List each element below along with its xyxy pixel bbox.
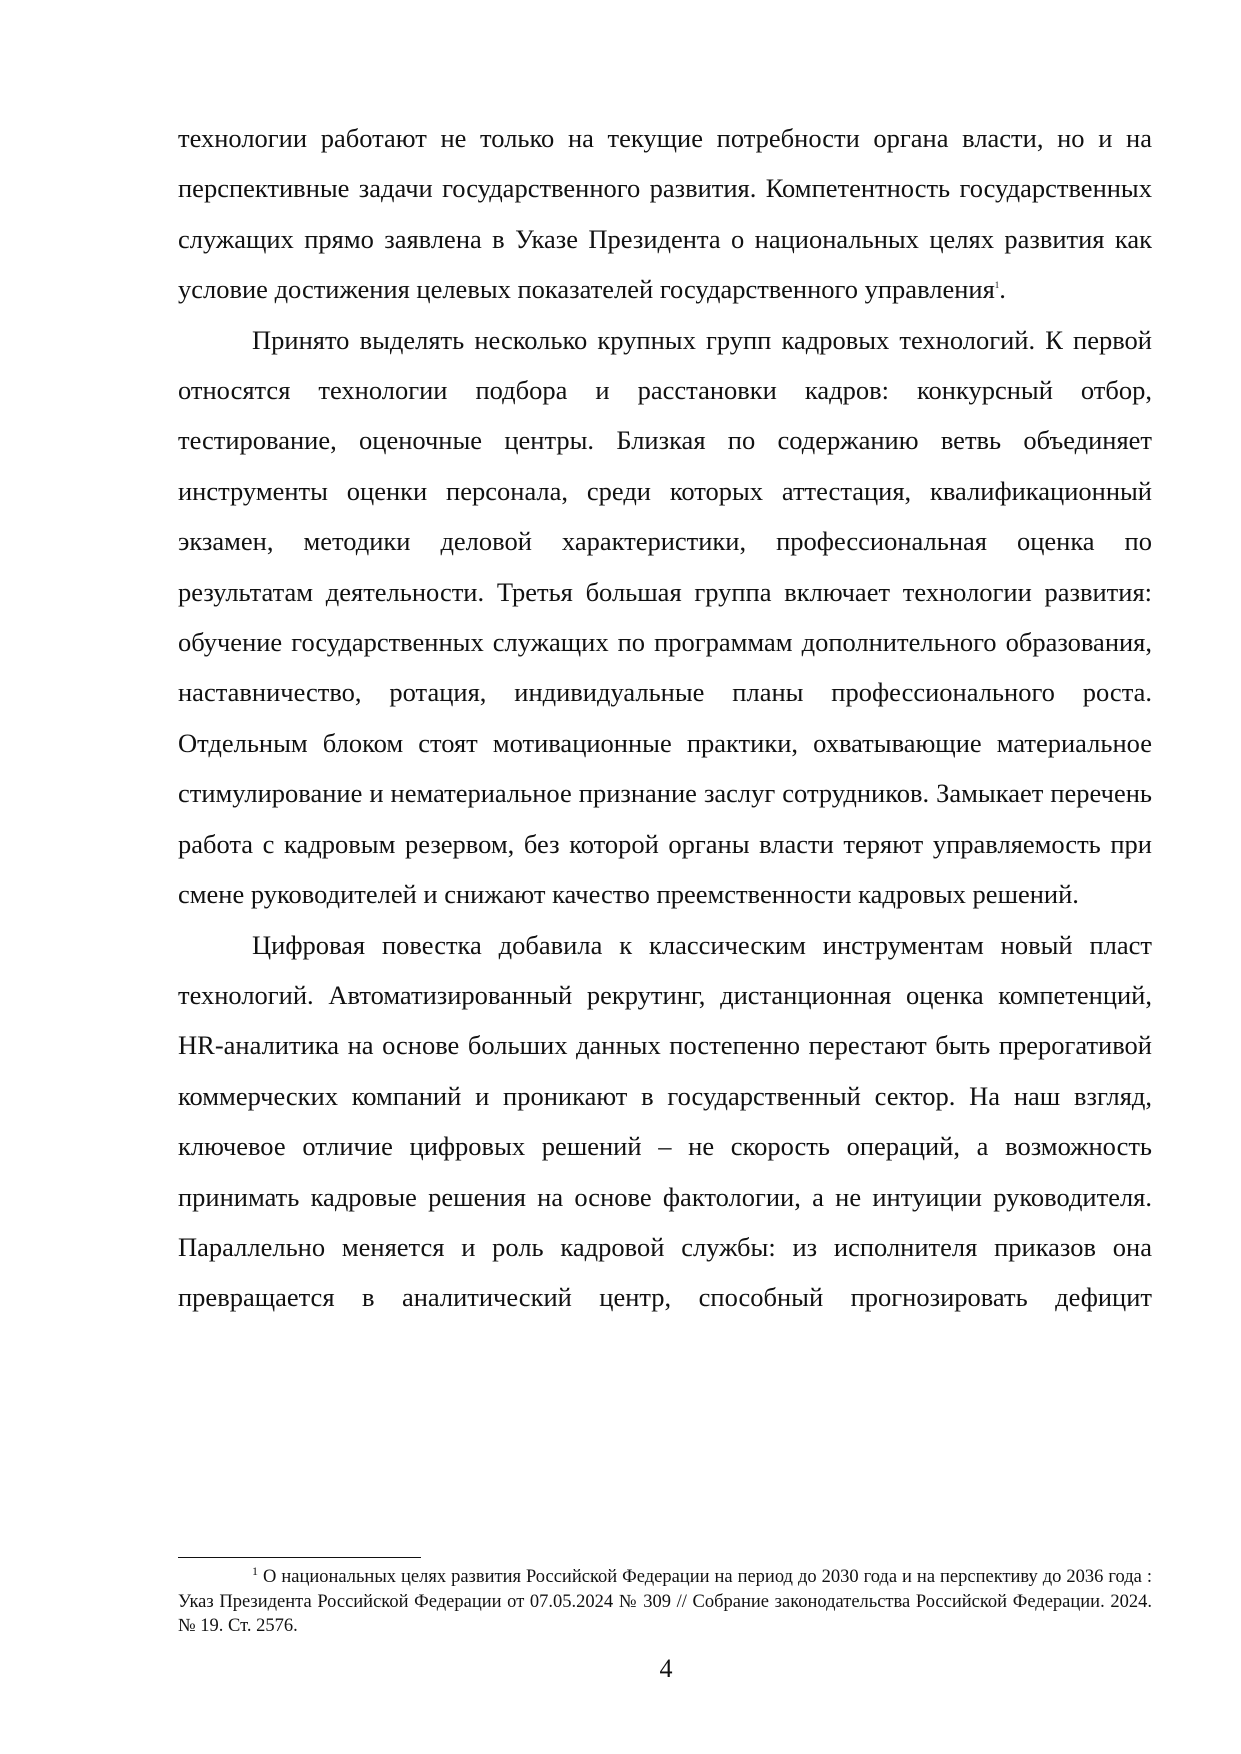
footnote-marker: 1	[252, 1563, 258, 1578]
page-number: 4	[659, 1654, 673, 1683]
paragraph-3: Цифровая повестка добавила к классическим инструментам новый пласт технологий. Автоматизированный рекрутинг, дистанционная оценка компетенций, HR-аналитика на основе больших данных постепенно перестают быть прерогативой коммерческих компаний и проникают в государственный сектор. На наш взгляд, ключевое отличие цифровых решений – не скорость операций, а возможность принимать кадровые решения на основе фактологии, а не интуиции руководителя. Параллельно меняется и роль кадровой службы: из исполнителя приказов она превращается в аналитический центр, способный прогнозировать дефицит	[178, 929, 1152, 1313]
paragraph-1-text: технологии работают не только на текущие потребности органа власти, но и на перспективные задачи государственного развития. Компетентность государственных служащих прямо заявлена в Указе Президента о национальных целях развития как условие достижения целевых показателей государственного управления	[178, 123, 1152, 305]
footnote-reference: 1	[994, 280, 1000, 291]
footnote-separator	[178, 1557, 421, 1558]
body-text	[178, 113, 1152, 1323]
paragraph-1	[178, 113, 1152, 315]
footnote-text: О национальных целях развития Российской Федерации на период до 2030 года и на перспективу до 2036 года : Указ Президента Российской Федерации от 07.05.2024 № 309 // Собрание законодательства Российской Федерации. 2024. № 19. Ст. 2576.	[178, 1567, 1152, 1637]
paragraph-2: Принято выделять несколько крупных групп кадровых технологий. К первой относятся технологии подбора и расстановки кадров: конкурсный отбор, тестирование, оценочные центры. Близкая по содержанию ветвь объединяет инструменты оценки персонала, среди которых аттестация, квалификационный экзамен, методики деловой характеристики, профессиональная оценка по результатам деятельности. Третья большая группа включает технологии развития: обучение государственных служащих по программам дополнительного образования, наставничество, ротация, индивидуальные планы профессионального роста. Отдельным блоком стоят мотивационные практики, охватывающие материальное стимулирование и нематериальное признание заслуг сотрудников. Замыкает перечень работа с кадровым резервом, без которой органы власти теряют управляемость при смене руководителей и снижают качество преемственности кадровых решений.	[178, 324, 1152, 910]
paragraph-1-end: .	[999, 274, 1006, 305]
footnote	[178, 1565, 1152, 1639]
